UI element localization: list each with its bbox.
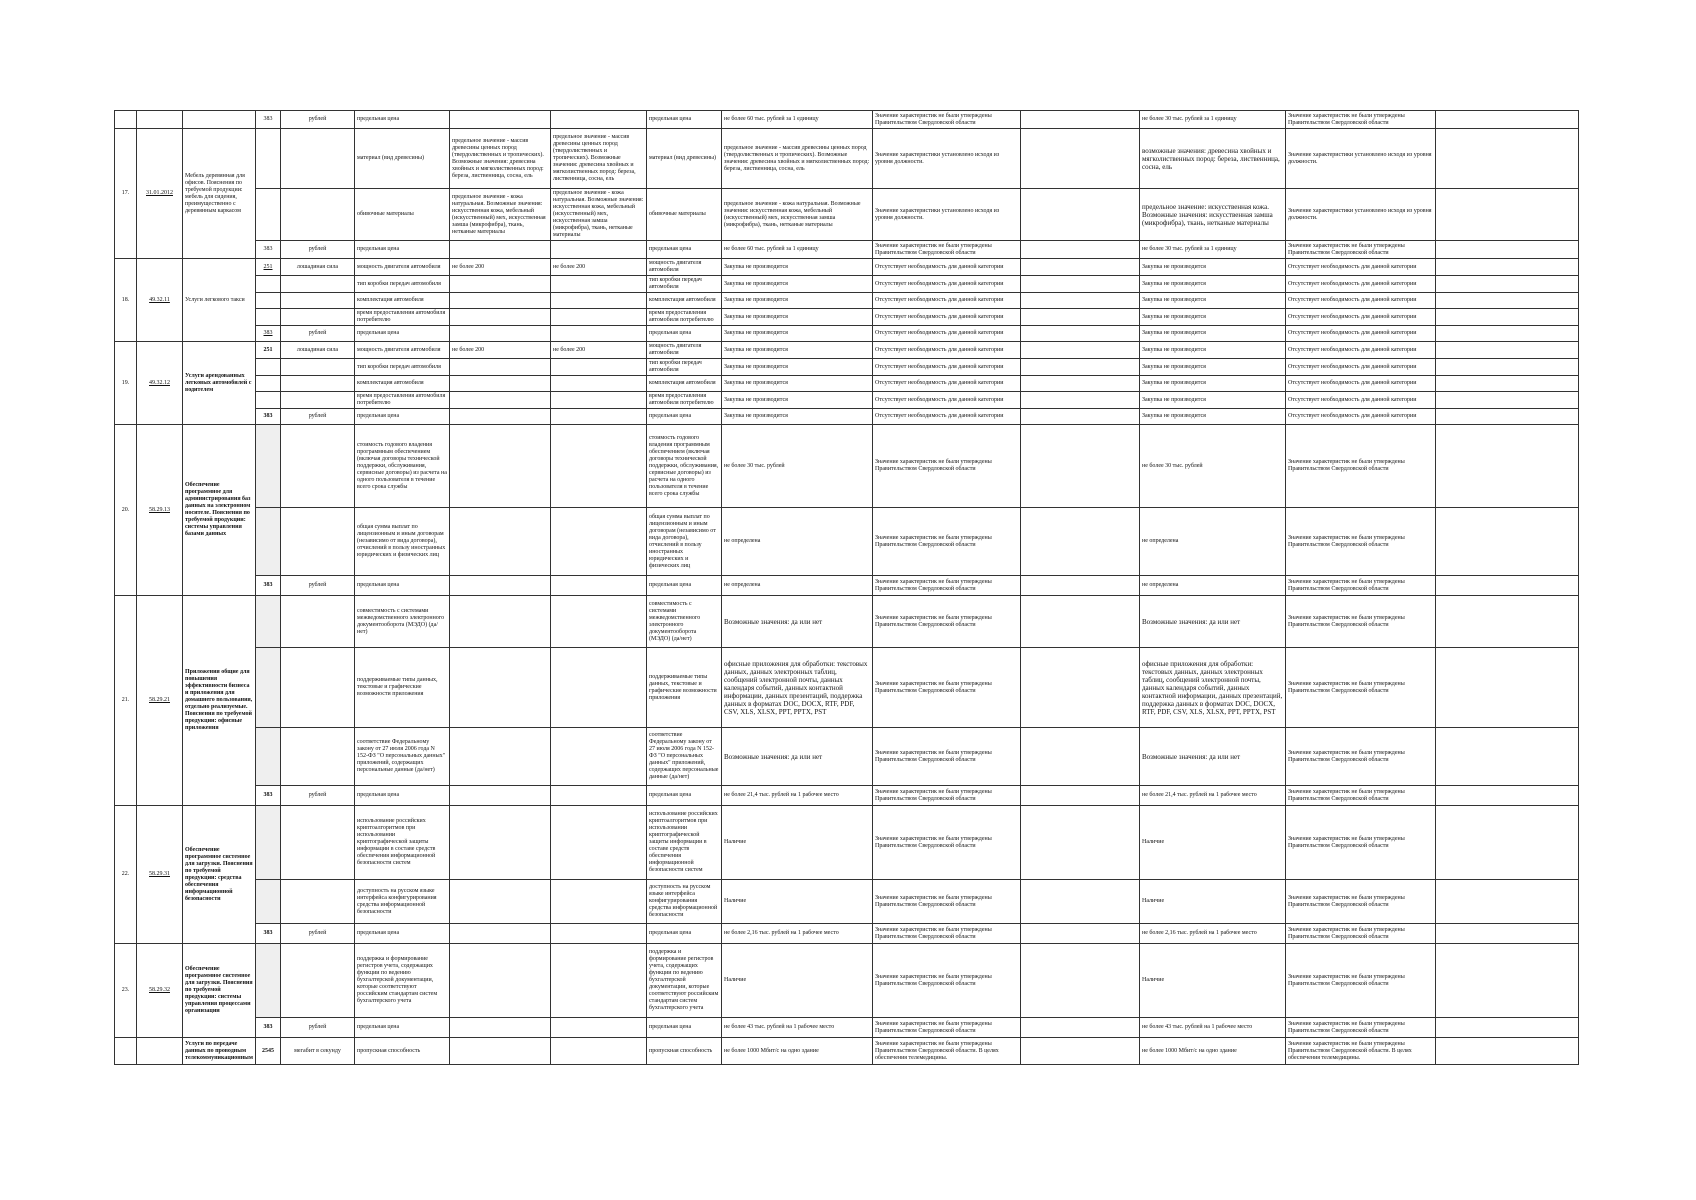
characteristic-value: Закупка не производится	[1140, 342, 1286, 359]
okei-unit: рублей	[281, 111, 355, 129]
approved-value: не более 200	[551, 259, 647, 276]
characteristic-name: комплектация автомобиля	[647, 293, 722, 309]
row-number: 20.	[115, 425, 137, 596]
okei-unit: рублей	[281, 924, 355, 944]
characteristic-name: мощность двигателя автомобиля	[355, 342, 450, 359]
table-row	[115, 409, 1579, 425]
justification: Отсутствует необходимость для данной категории	[873, 409, 1021, 425]
justification: Значение характеристик не были утверждены Правительством Свердловской области	[1286, 596, 1436, 648]
okpd-code: 49.32.11	[137, 259, 183, 342]
characteristic-name: комплектация автомобиля	[355, 293, 450, 309]
justification: Значение характеристик не были утверждены Правительством Свердловской области	[1286, 1018, 1436, 1038]
okei-unit: рублей	[281, 1018, 355, 1038]
approved-value: не более 200	[450, 342, 551, 359]
justification: Отсутствует необходимость для данной категории	[873, 293, 1021, 309]
row-number: 19.	[115, 342, 137, 425]
characteristic-value: предельное значение - кожа натуральная. Возможные значения: искусственная кожа, мебельный (искусственный) мех, искусственная замша (микрофибра), ткань, нетканые материалы	[722, 189, 873, 241]
okei-code: 383	[256, 924, 281, 944]
table-row	[115, 276, 1579, 293]
okei-code: 383	[256, 241, 281, 259]
justification: Значение характеристик не были утверждены Правительством Свердловской области	[873, 944, 1021, 1018]
characteristic-value: Наличие	[1140, 806, 1286, 880]
characteristic-value: не более 1000 Мбит/с на одно здание	[1140, 1038, 1286, 1065]
table-row	[115, 326, 1579, 342]
characteristic-name: время предоставления автомобиля потребителю	[647, 309, 722, 326]
characteristic-name: тип коробки передач автомобиля	[647, 276, 722, 293]
characteristic-value: Закупка не производится	[1140, 276, 1286, 293]
table-row	[115, 309, 1579, 326]
characteristic-name: материал (вид древесины)	[355, 129, 450, 189]
okpd-code: 58.29.21	[137, 596, 183, 806]
characteristic-name: предельная цена	[355, 241, 450, 259]
table-row	[115, 728, 1579, 786]
characteristic-name: время предоставления автомобиля потребителю	[355, 392, 450, 409]
okei-code: 383	[256, 409, 281, 425]
characteristic-value: предельное значение - массив древесины ценных пород (твердолиственных и тропических). Возможные значения: древесина хвойных и мягколиственных пород: береза, лиственница, сосна, ель	[722, 129, 873, 189]
justification: Значение характеристик не были утверждены Правительством Свердловской области	[1286, 111, 1436, 129]
okei-unit: рублей	[281, 326, 355, 342]
characteristic-name: предельная цена	[355, 409, 450, 425]
justification: Значение характеристик не были утверждены Правительством Свердловской области	[873, 576, 1021, 596]
characteristic-name: предельная цена	[647, 409, 722, 425]
justification: Значение характеристик не были утверждены Правительством Свердловской области	[873, 596, 1021, 648]
characteristic-name: предельная цена	[647, 786, 722, 806]
table-row	[115, 508, 1579, 576]
characteristic-value: Закупка не производится	[1140, 309, 1286, 326]
justification: Отсутствует необходимость для данной категории	[1286, 259, 1436, 276]
characteristic-value: не более 30 тыс. рублей	[722, 425, 873, 508]
characteristic-value: Закупка не производится	[1140, 359, 1286, 376]
characteristic-value: Возможные значения: да или нет	[1140, 728, 1286, 786]
characteristic-name: поддержка и формирование регистров учета, содержащих функции по ведению бухгалтерской документации, которые соответствуют российским стандартам систем бухгалтерского учета	[355, 944, 450, 1018]
characteristic-name: использование российских криптоалгоритмов при использовании криптографической защиты информации в составе средств обеспечения информационной безопасности систем	[647, 806, 722, 880]
okei-unit: рублей	[281, 786, 355, 806]
row-number: 23.	[115, 944, 137, 1038]
justification: Отсутствует необходимость для данной категории	[1286, 359, 1436, 376]
approved-value: не более 200	[551, 342, 647, 359]
characteristic-value: Закупка не производится	[722, 293, 873, 309]
justification: Значение характеристик не были утверждены Правительством Свердловской области	[1286, 944, 1436, 1018]
table-row	[115, 596, 1579, 648]
approved-value: предельное значение - массив древесины ценных пород (твердолиственных и тропических). Возможные значения: древесина хвойных и мягколиственных пород: береза, лиственница, сосна, ель	[450, 129, 551, 189]
characteristic-value: Закупка не производится	[722, 326, 873, 342]
justification: Отсутствует необходимость для данной категории	[873, 342, 1021, 359]
product-description: Обеспечение программное системное для загрузки. Пояснения по требуемой продукции: средства обеспечения информационной безопасности	[183, 806, 256, 944]
justification: Значение характеристики установлено исходя из уровня должности.	[1286, 189, 1436, 241]
product-description: Услуги арендованных легковых автомобилей с водителем	[183, 342, 256, 425]
okei-code: 251	[256, 259, 281, 276]
okei-code: 383	[256, 1018, 281, 1038]
justification: Значение характеристик не были утверждены Правительством Свердловской области	[873, 648, 1021, 728]
characteristic-name: обивочные материалы	[647, 189, 722, 241]
characteristic-name: мощность двигателя автомобиля	[355, 259, 450, 276]
characteristic-value: не более 43 тыс. рублей на 1 рабочее место	[722, 1018, 873, 1038]
characteristic-value: Закупка не производится	[1140, 376, 1286, 392]
justification: Значение характеристик не были утверждены Правительством Свердловской области. В целях обеспечения телемедицины.	[873, 1038, 1021, 1065]
okpd-code: 31.01.2012	[137, 129, 183, 259]
justification: Значение характеристик не были утверждены Правительством Свердловской области	[873, 241, 1021, 259]
justification: Значение характеристик не были утверждены Правительством Свердловской области	[1286, 924, 1436, 944]
justification: Значение характеристик не были утверждены Правительством Свердловской области	[873, 508, 1021, 576]
characteristic-value: Закупка не производится	[722, 342, 873, 359]
approved-value: предельное значение - кожа натуральная. Возможные значения: искусственная кожа, мебельный (искусственный) мех, искусственная замша (микрофибра), ткань, нетканые материалы	[450, 189, 551, 241]
justification: Отсутствует необходимость для данной категории	[1286, 326, 1436, 342]
table-row	[115, 392, 1579, 409]
characteristic-name: мощность двигателя автомобиля	[647, 342, 722, 359]
characteristic-name: предельная цена	[647, 111, 722, 129]
characteristic-name: предельная цена	[647, 1018, 722, 1038]
justification: Отсутствует необходимость для данной категории	[1286, 276, 1436, 293]
characteristic-value: Наличие	[1140, 880, 1286, 924]
okei-code: 383	[256, 576, 281, 596]
justification: Значение характеристик не были утверждены Правительством Свердловской области	[873, 728, 1021, 786]
characteristic-value: Возможные значения: да или нет	[1140, 596, 1286, 648]
justification: Значение характеристик не были утверждены Правительством Свердловской области	[873, 425, 1021, 508]
characteristic-name: общая сумма выплат по лицензионным и иным договорам (независимо от вида договора), отчислений в пользу иностранных юридических и физических лиц	[355, 508, 450, 576]
approved-value: не более 200	[450, 259, 551, 276]
characteristic-name: стоимость годового владения программным обеспечением (включая договоры технической поддержки, обслуживания, сервисные договоры) из расчета на одного пользователя в течение всего срока службы	[647, 425, 722, 508]
characteristic-name: комплектация автомобиля	[355, 376, 450, 392]
table-row	[115, 359, 1579, 376]
justification: Значение характеристик не были утверждены Правительством Свердловской области	[1286, 880, 1436, 924]
characteristic-name: соответствие Федеральному закону от 27 июля 2006 года N 152-ФЗ "О персональных данных" приложений, содержащих персональные данные (да/нет)	[647, 728, 722, 786]
table-row	[115, 189, 1579, 241]
characteristic-value: не определена	[1140, 508, 1286, 576]
product-description: Обеспечение программное системное для загрузки. Пояснения по требуемой продукции: системы управления процессами организации	[183, 944, 256, 1038]
table-row	[115, 576, 1579, 596]
characteristic-value: не более 43 тыс. рублей на 1 рабочее место	[1140, 1018, 1286, 1038]
characteristic-name: предельная цена	[647, 924, 722, 944]
justification: Значение характеристики установлено исходя из уровня должности.	[873, 129, 1021, 189]
characteristic-name: доступность на русском языке интерфейса конфигурирования средства информационной безопасности	[355, 880, 450, 924]
characteristic-name: тип коробки передач автомобиля	[355, 359, 450, 376]
characteristic-value: возможные значения: древесина хвойных и мягколиственных пород: береза, лиственница, сосна, ель	[1140, 129, 1286, 189]
characteristic-name: предельная цена	[355, 326, 450, 342]
characteristic-value: Закупка не производится	[722, 259, 873, 276]
okei-unit: лошадиная сила	[281, 259, 355, 276]
characteristic-value: Закупка не производится	[722, 276, 873, 293]
characteristic-name: совместимость с системами межведомственного электронного документооборота (МЭДО) (да/нет)	[355, 596, 450, 648]
characteristic-value: Закупка не производится	[1140, 259, 1286, 276]
characteristic-name: обивочные материалы	[355, 189, 450, 241]
characteristic-value: не более 30 тыс. рублей за 1 единицу	[1140, 241, 1286, 259]
characteristic-value: не определена	[722, 508, 873, 576]
okpd-code: 49.32.12	[137, 342, 183, 425]
product-description: Приложения общие для повышения эффективности бизнеса и приложения для домашнего пользования, отдельно реализуемые. Пояснения по требуемой продукции: офисные приложения	[183, 596, 256, 806]
table-row	[115, 786, 1579, 806]
justification: Значение характеристик не были утверждены Правительством Свердловской области	[1286, 806, 1436, 880]
justification: Отсутствует необходимость для данной категории	[1286, 342, 1436, 359]
justification: Значение характеристик не были утверждены Правительством Свердловской области	[873, 806, 1021, 880]
table-row	[115, 944, 1579, 1018]
characteristic-name: материал (вид древесины)	[647, 129, 722, 189]
characteristic-name: пропускная способность	[355, 1038, 450, 1065]
characteristic-name: комплектация автомобиля	[647, 376, 722, 392]
justification: Значение характеристик не были утверждены Правительством Свердловской области	[1286, 728, 1436, 786]
justification: Значение характеристик не были утверждены Правительством Свердловской области	[873, 880, 1021, 924]
characteristic-name: время предоставления автомобиля потребителю	[355, 309, 450, 326]
characteristic-value: Закупка не производится	[722, 392, 873, 409]
justification: Отсутствует необходимость для данной категории	[873, 259, 1021, 276]
justification: Отсутствует необходимость для данной категории	[873, 309, 1021, 326]
table-row	[115, 806, 1579, 880]
justification: Значение характеристик не были утверждены Правительством Свердловской области	[1286, 508, 1436, 576]
table-row	[115, 1038, 1579, 1065]
justification: Значение характеристик не были утверждены Правительством Свердловской области	[873, 786, 1021, 806]
justification: Отсутствует необходимость для данной категории	[873, 376, 1021, 392]
characteristic-value: не более 30 тыс. рублей за 1 единицу	[1140, 111, 1286, 129]
justification: Значение характеристик не были утверждены Правительством Свердловской области	[1286, 425, 1436, 508]
characteristics-table	[114, 110, 1579, 1065]
characteristic-name: предельная цена	[355, 1018, 450, 1038]
characteristic-value: Закупка не производится	[1140, 392, 1286, 409]
justification: Значение характеристики установлено исходя из уровня должности.	[1286, 129, 1436, 189]
characteristic-name: предельная цена	[355, 786, 450, 806]
row-number: 17.	[115, 129, 137, 259]
characteristic-name: соответствие Федеральному закону от 27 июля 2006 года N 152-ФЗ "О персональных данных" приложений, содержащих персональные данные (да/нет)	[355, 728, 450, 786]
characteristic-value: не более 60 тыс. рублей за 1 единицу	[722, 241, 873, 259]
characteristic-value: офисные приложения для обработки: текстовых данных, данных электронных таблиц, сообщений электронной почты, данных календаря событий, данных контактной информации, данных презентаций, поддержка данных в форматах DOC, DOCX, RTF, PDF, CSV, XLS, XLSX, PPT, PPTX, PST	[722, 648, 873, 728]
justification: Отсутствует необходимость для данной категории	[1286, 293, 1436, 309]
table-row	[115, 241, 1579, 259]
product-description: Обеспечение программное для администрирования баз данных на электронном носителе. Пояснения по требуемой продукции: системы управления базами данных	[183, 425, 256, 596]
characteristic-value: Закупка не производится	[722, 409, 873, 425]
characteristic-value: Возможные значения: да или нет	[722, 728, 873, 786]
characteristic-name: предельная цена	[647, 241, 722, 259]
document-page	[114, 110, 1578, 1078]
okei-unit: рублей	[281, 576, 355, 596]
justification: Отсутствует необходимость для данной категории	[1286, 392, 1436, 409]
justification: Значение характеристик не были утверждены Правительством Свердловской области	[1286, 576, 1436, 596]
table-row	[115, 1018, 1579, 1038]
table-row	[115, 924, 1579, 944]
okpd-code: 58.29.32	[137, 944, 183, 1038]
characteristic-value: офисные приложения для обработки: текстовых данных, данных электронных таблиц, сообщений электронной почты, данных календаря событий, данных контактной информации, данных презентаций, поддержка данных в форматах DOC, DOCX, RTF, PDF, CSV, XLS, XLSX, PPT, PPTX, PST	[1140, 648, 1286, 728]
characteristic-name: предельная цена	[355, 924, 450, 944]
characteristic-value: не более 21,4 тыс. рублей на 1 рабочее место	[722, 786, 873, 806]
characteristic-name: тип коробки передач автомобиля	[647, 359, 722, 376]
characteristic-value: не более 1000 Мбит/с на одно здание	[722, 1038, 873, 1065]
table-row	[115, 376, 1579, 392]
okpd-code: 58.29.31	[137, 806, 183, 944]
table-row	[115, 111, 1579, 129]
characteristic-value: не более 30 тыс. рублей	[1140, 425, 1286, 508]
characteristic-value: Закупка не производится	[1140, 409, 1286, 425]
justification: Отсутствует необходимость для данной категории	[873, 276, 1021, 293]
approved-value: предельное значение - кожа натуральная. Возможные значения: искусственная кожа, мебельный (искусственный) мех, искусственная замша (микрофибра), ткань, нетканые материалы	[551, 189, 647, 241]
okpd-code: 58.29.13	[137, 425, 183, 596]
okei-code: 383	[256, 326, 281, 342]
justification: Значение характеристик не были утверждены Правительством Свердловской области	[1286, 786, 1436, 806]
justification: Отсутствует необходимость для данной категории	[1286, 409, 1436, 425]
characteristic-name: предельная цена	[647, 326, 722, 342]
characteristic-name: поддерживаемые типы данных, текстовые и графические возможности приложения	[355, 648, 450, 728]
characteristic-name: использование российских криптоалгоритмов при использовании криптографической защиты информации в составе средств обеспечения информационной безопасности систем	[355, 806, 450, 880]
characteristic-name: предельная цена	[355, 576, 450, 596]
characteristic-value: Закупка не производится	[1140, 293, 1286, 309]
characteristic-value: не определена	[722, 576, 873, 596]
characteristic-value: не более 60 тыс. рублей за 1 единицу	[722, 111, 873, 129]
characteristic-name: предельная цена	[647, 576, 722, 596]
justification: Отсутствует необходимость для данной категории	[1286, 309, 1436, 326]
justification: Значение характеристик не были утверждены Правительством Свердловской области	[873, 924, 1021, 944]
characteristic-name: доступность на русском языке интерфейса конфигурирования средства информационной безопасности	[647, 880, 722, 924]
row-number: 22.	[115, 806, 137, 944]
justification: Отсутствует необходимость для данной категории	[873, 359, 1021, 376]
justification: Значение характеристики установлено исходя из уровня должности.	[873, 189, 1021, 241]
okei-code: 2545	[256, 1038, 281, 1065]
justification: Отсутствует необходимость для данной категории	[1286, 376, 1436, 392]
characteristic-name: совместимость с системами межведомственного электронного документооборота (МЭДО) (да/нет)	[647, 596, 722, 648]
product-description: Услуги по передаче данных по проводным телекоммуникационным	[183, 1038, 256, 1065]
table-row	[115, 880, 1579, 924]
characteristic-value: не более 2,16 тыс. рублей на 1 рабочее место	[722, 924, 873, 944]
justification: Значение характеристик не были утверждены Правительством Свердловской области. В целях обеспечения телемедицины.	[1286, 1038, 1436, 1065]
characteristic-value: не определена	[1140, 576, 1286, 596]
justification: Отсутствует необходимость для данной категории	[873, 326, 1021, 342]
table-row	[115, 425, 1579, 508]
characteristic-name: поддерживаемые типы данных, текстовые и графические возможности приложения	[647, 648, 722, 728]
characteristic-value: Возможные значения: да или нет	[722, 596, 873, 648]
characteristic-value: Закупка не производится	[722, 309, 873, 326]
justification: Значение характеристик не были утверждены Правительством Свердловской области	[1286, 648, 1436, 728]
characteristic-value: Закупка не производится	[722, 359, 873, 376]
characteristic-name: стоимость годового владения программным обеспечением (включая договоры технической поддержки, обслуживания, сервисные договоры) из расчета на одного пользователя в течение всего срока службы	[355, 425, 450, 508]
table-row	[115, 129, 1579, 189]
okei-code: 383	[256, 786, 281, 806]
characteristic-name: поддержка и формирование регистров учета, содержащих функции по ведению бухгалтерской документации, которые соответствуют российским стандартам систем бухгалтерского учета	[647, 944, 722, 1018]
table-row	[115, 259, 1579, 276]
okei-code: 383	[256, 111, 281, 129]
characteristic-value: Закупка не производится	[722, 376, 873, 392]
justification: Отсутствует необходимость для данной категории	[873, 392, 1021, 409]
characteristic-value: Наличие	[722, 944, 873, 1018]
justification: Значение характеристик не были утверждены Правительством Свердловской области	[873, 1018, 1021, 1038]
justification: Значение характеристик не были утверждены Правительством Свердловской области	[1286, 241, 1436, 259]
approved-value: предельное значение - массив древесины ценных пород (твердолиственных и тропических). Возможные значения: древесина хвойных и мягколиственных пород: береза, лиственница, сосна, ель	[551, 129, 647, 189]
table-row	[115, 648, 1579, 728]
characteristic-value: предельное значение: искусственная кожа. Возможные значения: искусственная замша (микрофибра), ткань, нетканые материалы	[1140, 189, 1286, 241]
okei-unit: рублей	[281, 409, 355, 425]
characteristic-value: Наличие	[722, 880, 873, 924]
characteristic-name: предельная цена	[355, 111, 450, 129]
table-row	[115, 293, 1579, 309]
justification: Значение характеристик не были утверждены Правительством Свердловской области	[873, 111, 1021, 129]
characteristic-value: Наличие	[1140, 944, 1286, 1018]
characteristic-value: не более 21,4 тыс. рублей на 1 рабочее место	[1140, 786, 1286, 806]
okei-unit: лошадиная сила	[281, 342, 355, 359]
row-number: 18.	[115, 259, 137, 342]
characteristic-name: общая сумма выплат по лицензионным и иным договорам (независимо от вида договора), отчислений в пользу иностранных юридических и физических лиц	[647, 508, 722, 576]
characteristic-name: тип коробки передач автомобиля	[355, 276, 450, 293]
okei-unit: мегабит в секунду	[281, 1038, 355, 1065]
product-description: Мебель деревянная для офисов. Пояснения по требуемой продукции: мебель для сидения, преимущественно с деревянным каркасом	[183, 129, 256, 259]
characteristic-value: не более 2,16 тыс. рублей на 1 рабочее место	[1140, 924, 1286, 944]
characteristic-name: мощность двигателя автомобиля	[647, 259, 722, 276]
characteristic-name: время предоставления автомобиля потребителю	[647, 392, 722, 409]
okei-code: 251	[256, 342, 281, 359]
okei-unit: рублей	[281, 241, 355, 259]
characteristic-value: Закупка не производится	[1140, 326, 1286, 342]
row-number: 21.	[115, 596, 137, 806]
table-row	[115, 342, 1579, 359]
characteristic-value: Наличие	[722, 806, 873, 880]
product-description: Услуги легкового такси	[183, 259, 256, 342]
characteristic-name: пропускная способность	[647, 1038, 722, 1065]
